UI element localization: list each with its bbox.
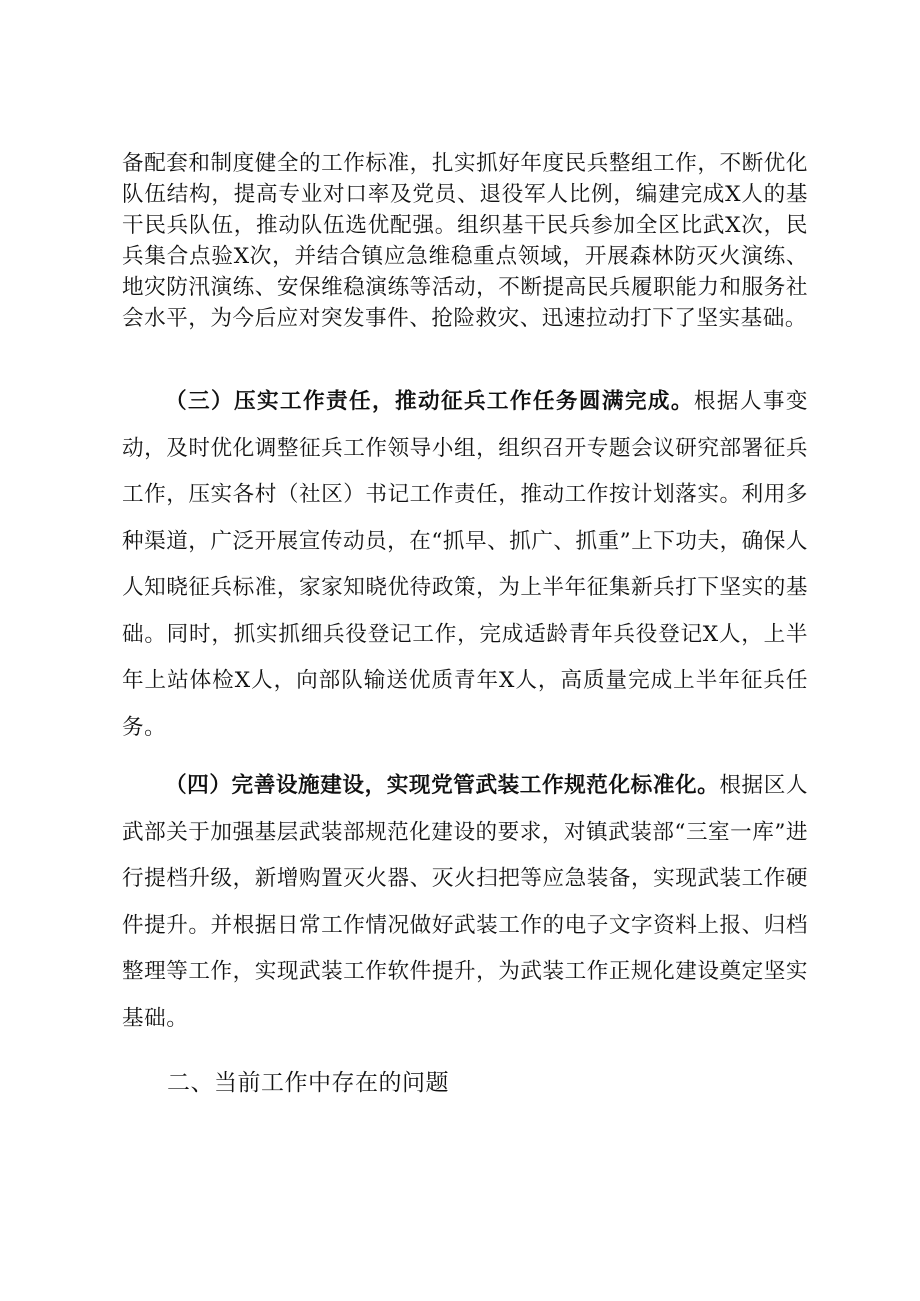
paragraph-2-lead: （三）压实工作责任，推动征兵工作任务圆满完成。 (165, 389, 694, 414)
paragraph-3-body: 根据区人武部关于加强基层武装部规范化建设的要求，对镇武装部“三室一库”进行提档升级，新增购置灭火器、灭火扫把等应急装备，实现武装工作硬件提升。并根据日常工作情况做好武装工作的电子文字资料上报、归档整理等工作，实现武装工作软件提升，为武装工作正规化建设奠定坚实基础。 (122, 773, 808, 1031)
paragraph-conscription (122, 379, 808, 751)
paragraph-2-body: 根据人事变动，及时优化调整征兵工作领导小组，组织召开专题会议研究部署征兵工作，压实各村（社区）书记工作责任，推动工作按计划落实。利用多种渠道，广泛开展宣传动员，在“抓早、抓广、抓重”上下功夫，确保人人知晓征兵标准，家家知晓优待政策，为上半年征集新兵打下坚实的基础。同时，抓实抓细兵役登记工作，完成适龄青年兵役登记X人，上半年上站体检X人，向部队输送优质青年X人，高质量完成上半年征兵任务。 (122, 389, 808, 740)
paragraph-facility-construction (122, 763, 808, 1042)
paragraph-1-text: 备配套和制度健全的工作标准，扎实抓好年度民兵整组工作，不断优化队伍结构，提高专业对口率及党员、退役军人比例，编建完成X人的基干民兵队伍，推动队伍选优配强。组织基干民兵参加全区比武X次，民兵集合点验X次，并结合镇应急维稳重点领域，开展森林防灭火演练、地灾防汛演练、安保维稳演练等活动，不断提高民兵履职能力和服务社会水平，为今后应对突发事件、抢险救灾、迅速拉动打下了坚实基础。 (122, 151, 808, 331)
section-heading: 二、当前工作中存在的问题 (167, 1070, 449, 1096)
paragraph-militia-reorganization (122, 148, 808, 334)
paragraph-3-lead: （四）完善设施建设，实现党管武装工作规范化标准化。 (165, 773, 720, 798)
